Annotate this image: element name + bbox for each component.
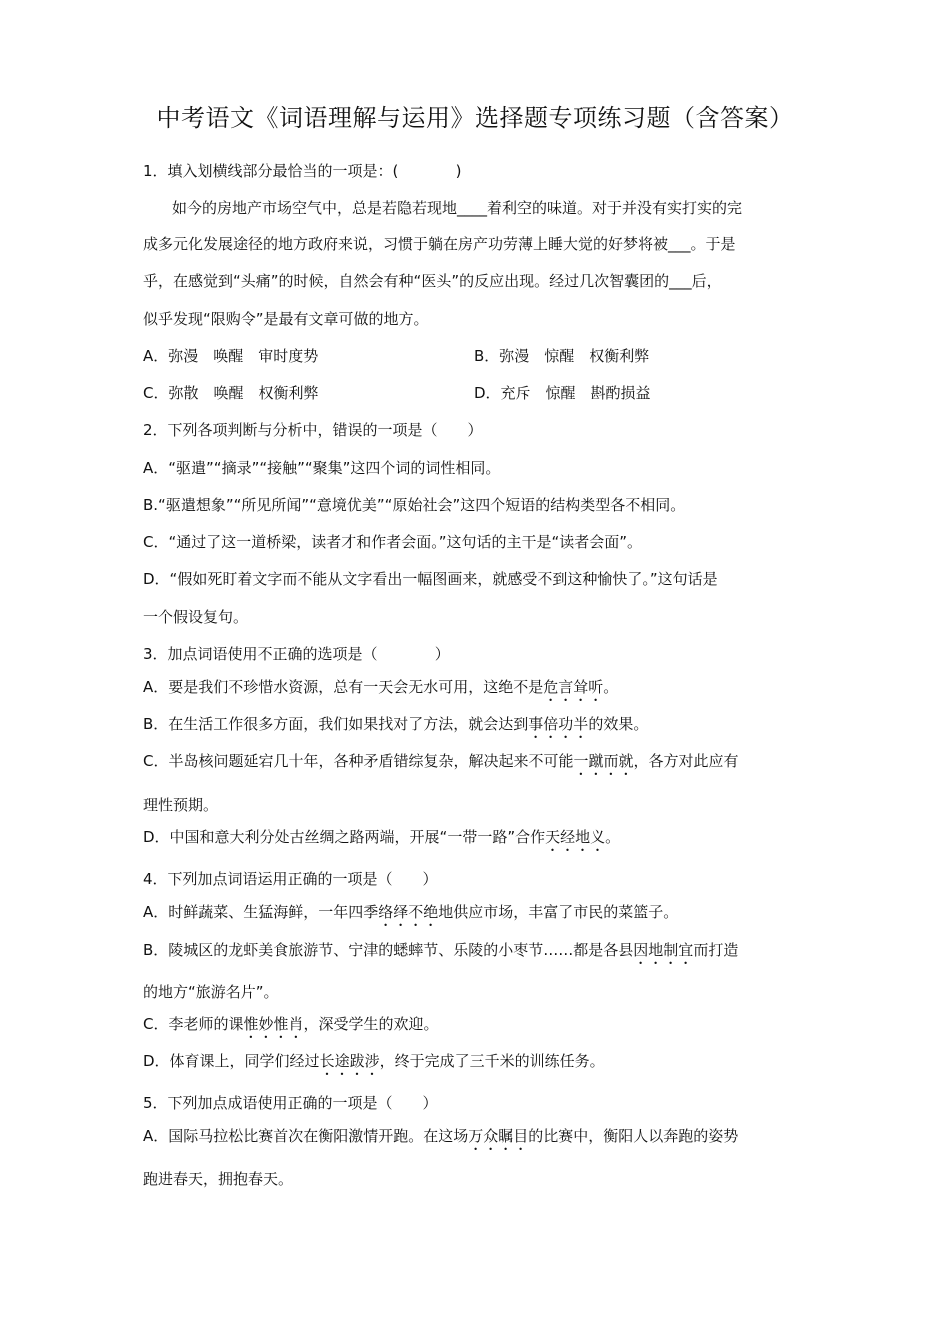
q3-option-a: A．要是我们不珍惜水资源，总有一天会无水可用，这绝不是危言耸听。 <box>143 678 619 696</box>
q4-option-d: D．体育课上，同学们经过长途跋涉，终于完成了三千米的训练任务。 <box>143 1052 605 1070</box>
q4-option-b: B．陵城区的龙虾美食旅游节、宁津的蟋蟀节、乐陵的小枣节……都是各县因地制宜而打造 <box>143 941 739 959</box>
q1-passage-line-4: 似乎发现“限购令”是最有文章可做的地方。 <box>143 310 429 328</box>
q2-option-d-continued: 一个假设复句。 <box>143 608 249 626</box>
q2-option-a: A．“驱遣”“摘录”“接触”“聚集”这四个词的词性相同。 <box>143 459 501 477</box>
q2-option-c: C．“通过了这一道桥梁，读者才和作者会面。”这句话的主干是“读者会面”。 <box>143 533 643 551</box>
q5-option-a-continued: 跑进春天，拥抱春天。 <box>143 1170 294 1188</box>
q1-option-c: C．弥散 唤醒 权衡利弊 <box>143 384 319 402</box>
dotted-phrase: 天经地义 <box>545 828 606 846</box>
q4-option-b-continued: 的地方“旅游名片”。 <box>143 983 279 1001</box>
q4-stem: 4．下列加点词语运用正确的一项是（ ） <box>143 870 438 888</box>
q1-option-d: D．充斥 惊醒 斟酌损益 <box>474 384 651 402</box>
dotted-phrase: 万众瞩目 <box>468 1127 529 1145</box>
q4-option-c: C．李老师的课惟妙惟肖，深受学生的欢迎。 <box>143 1015 439 1033</box>
q3-option-c: C．半岛核问题延宕几十年，各种矛盾错综复杂，解决起来不可能一蹴而就，各方对此应有 <box>143 752 739 770</box>
dotted-phrase: 事倍功半 <box>528 715 589 733</box>
q3-option-b: B．在生活工作很多方面，我们如果找对了方法，就会达到事倍功半的效果。 <box>143 715 649 733</box>
dotted-phrase: 一蹴而就 <box>573 752 634 770</box>
q1-passage-line-2: 成多元化发展途径的地方政府来说，习惯于躺在房产功劳薄上睡大觉的好梦将被___。于是 <box>143 235 736 253</box>
q3-option-c-continued: 理性预期。 <box>143 796 219 814</box>
q4-option-a: A．时鲜蔬菜、生猛海鲜，一年四季络绎不绝地供应市场，丰富了市民的菜篮子。 <box>143 903 679 921</box>
dotted-phrase: 因地制宜 <box>633 941 694 959</box>
q1-option-b: B．弥漫 惊醒 权衡利弊 <box>474 347 650 365</box>
q1-stem: 1．填入划横线部分最恰当的一项是：( ) <box>143 162 462 180</box>
q3-stem: 3．加点词语使用不正确的选项是（ ） <box>143 645 450 663</box>
q5-stem: 5．下列加点成语使用正确的一项是（ ） <box>143 1094 438 1112</box>
dotted-phrase: 危言耸听 <box>543 678 604 696</box>
q3-option-d: D．中国和意大利分处古丝绸之路两端，开展“一带一路”合作天经地义。 <box>143 828 621 846</box>
q2-option-b: B.“驱遣想象”“所见所闻”“意境优美”“原始社会”这四个短语的结构类型各不相同。 <box>143 496 686 514</box>
q1-passage-line-1: 如今的房地产市场空气中，总是若隐若现地____着利空的味道。对于并没有实打实的完 <box>172 199 743 217</box>
q2-option-d: D．“假如死盯着文字而不能从文字看出一幅图画来，就感受不到这种愉快了。”这句话是 <box>143 570 718 588</box>
dotted-phrase: 惟妙惟肖 <box>243 1015 304 1033</box>
dotted-phrase: 长途跋涉 <box>319 1052 380 1070</box>
page-title: 中考语文《词语理解与运用》选择题专项练习题（含答案） <box>156 104 794 132</box>
q5-option-a: A．国际马拉松比赛首次在衡阳激情开跑。在这场万众瞩目的比赛中，衡阳人以奔跑的姿势 <box>143 1127 739 1145</box>
q1-option-a: A．弥漫 唤醒 审时度势 <box>143 347 319 365</box>
q2-stem: 2．下列各项判断与分析中，错误的一项是（ ） <box>143 421 483 439</box>
q1-passage-line-3: 乎，在感觉到“头痛”的时候，自然会有种“医头”的反应出现。经过几次智囊团的___后， <box>143 272 722 290</box>
dotted-phrase: 络绎不绝 <box>378 903 439 921</box>
